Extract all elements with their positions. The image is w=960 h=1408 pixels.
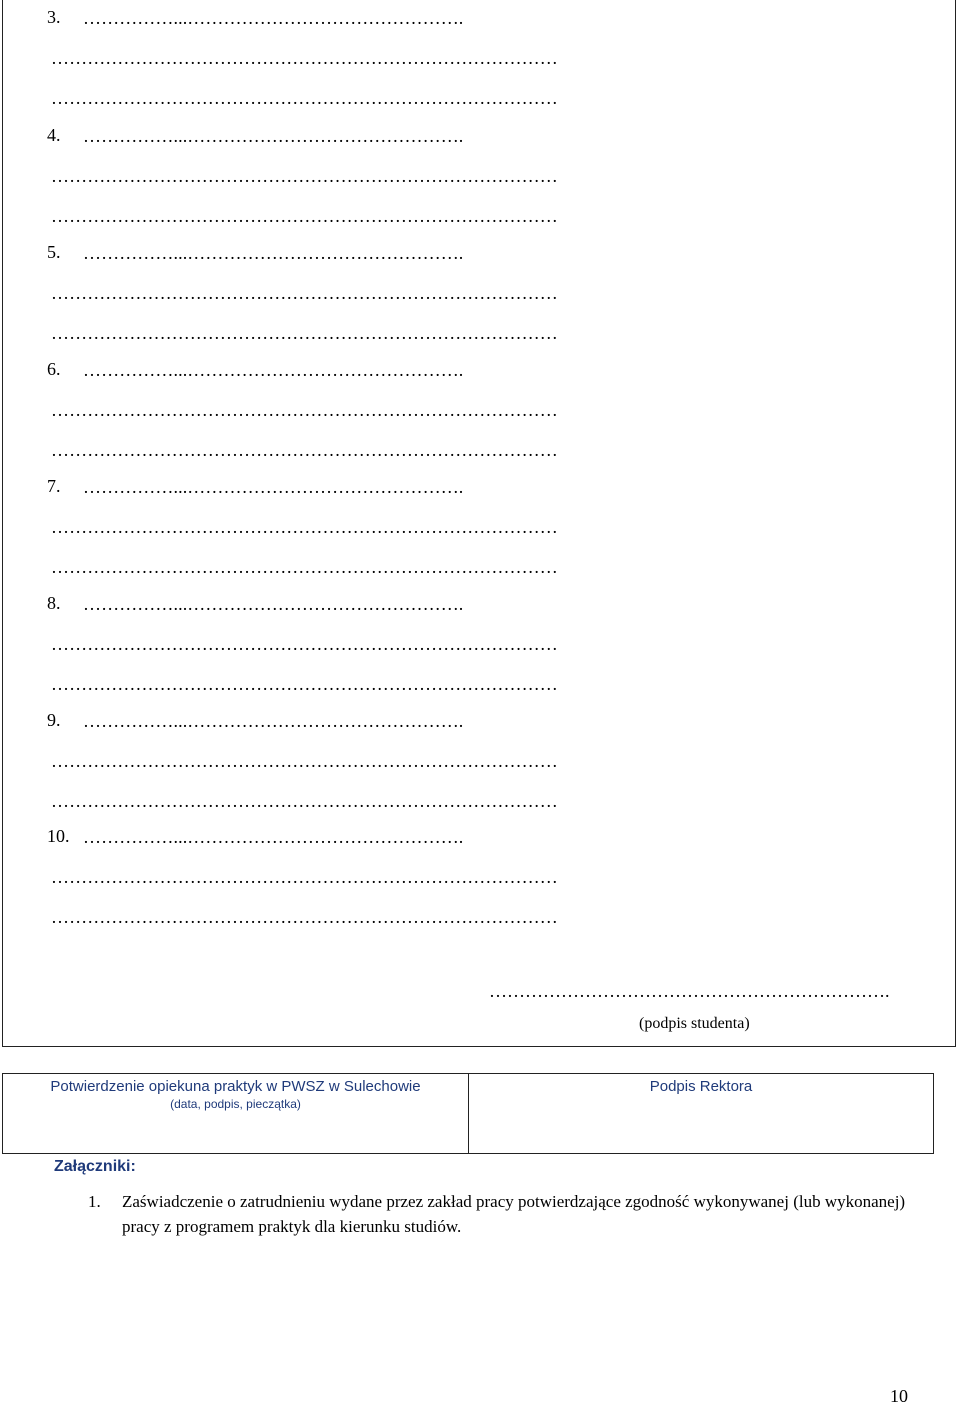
- entry-number: 10.: [47, 826, 70, 846]
- entry-number: 9.: [47, 710, 61, 730]
- entry-line[interactable]: …………………………………………………………………………: [51, 283, 558, 303]
- entry-number: 6.: [47, 359, 61, 379]
- entry-line[interactable]: …………………………………………………………………………: [51, 48, 558, 68]
- entry-line[interactable]: …………………………………………………………………………: [51, 440, 558, 460]
- entry-number: 3.: [47, 7, 61, 27]
- entry-line[interactable]: …………………………………………………………………………: [51, 323, 558, 343]
- entry-number: 5.: [47, 242, 61, 262]
- entry-line[interactable]: …………………………………………………………………………: [51, 166, 558, 186]
- entry-line[interactable]: …………………………………………………………………………: [51, 88, 558, 108]
- rector-signature-cell[interactable]: [469, 1074, 933, 1153]
- entry-number: 8.: [47, 593, 61, 613]
- student-signature-caption: (podpis studenta): [639, 1015, 750, 1032]
- entry-number: 7.: [47, 476, 61, 496]
- attachment-text: Zaświadczenie o zatrudnieniu wydane przez zakład pracy potwierdzające zgodność wykonywanej (lub wykonanej) pracy z programem praktyk dla kierunku studiów.: [122, 1192, 906, 1236]
- supervisor-confirmation-subtitle: (data, podpis, pieczątka): [170, 1097, 301, 1111]
- confirmation-table: [2, 1073, 934, 1154]
- entry-first-line[interactable]: ……………...……………………………………….: [83, 243, 464, 263]
- entry-number: 4.: [47, 125, 61, 145]
- supervisor-confirmation-cell[interactable]: [3, 1074, 469, 1153]
- entry-line[interactable]: …………………………………………………………………………: [51, 791, 558, 811]
- page-number: 10: [890, 1386, 908, 1406]
- entry-line[interactable]: …………………………………………………………………………: [51, 751, 558, 771]
- attachment-number: 1.: [88, 1192, 101, 1211]
- entry-line[interactable]: …………………………………………………………………………: [51, 517, 558, 537]
- entry-first-line[interactable]: ……………...……………………………………….: [83, 711, 464, 731]
- entry-first-line[interactable]: ……………...……………………………………….: [83, 827, 464, 847]
- student-signature-line[interactable]: ………………………………………………………….: [489, 981, 890, 1001]
- entry-first-line[interactable]: ……………...……………………………………….: [83, 477, 464, 497]
- entry-first-line[interactable]: ……………...……………………………………….: [83, 594, 464, 614]
- supervisor-confirmation-title: Potwierdzenie opiekuna praktyk w PWSZ w Sulechowie: [50, 1078, 421, 1095]
- entry-first-line[interactable]: ……………...……………………………………….: [83, 360, 464, 380]
- entry-line[interactable]: …………………………………………………………………………: [51, 867, 558, 887]
- rector-signature-title: Podpis Rektora: [649, 1078, 753, 1095]
- entry-first-line[interactable]: ……………...……………………………………….: [83, 8, 464, 28]
- entry-line[interactable]: …………………………………………………………………………: [51, 557, 558, 577]
- entry-first-line[interactable]: ……………...……………………………………….: [83, 126, 464, 146]
- entry-line[interactable]: …………………………………………………………………………: [51, 400, 558, 420]
- form-frame: [2, 0, 956, 1047]
- entry-line[interactable]: …………………………………………………………………………: [51, 206, 558, 226]
- entry-line[interactable]: …………………………………………………………………………: [51, 907, 558, 927]
- entry-line[interactable]: …………………………………………………………………………: [51, 674, 558, 694]
- attachments-heading: Załączniki:: [54, 1158, 136, 1175]
- attachment-item: [88, 1189, 918, 1239]
- entry-line[interactable]: …………………………………………………………………………: [51, 634, 558, 654]
